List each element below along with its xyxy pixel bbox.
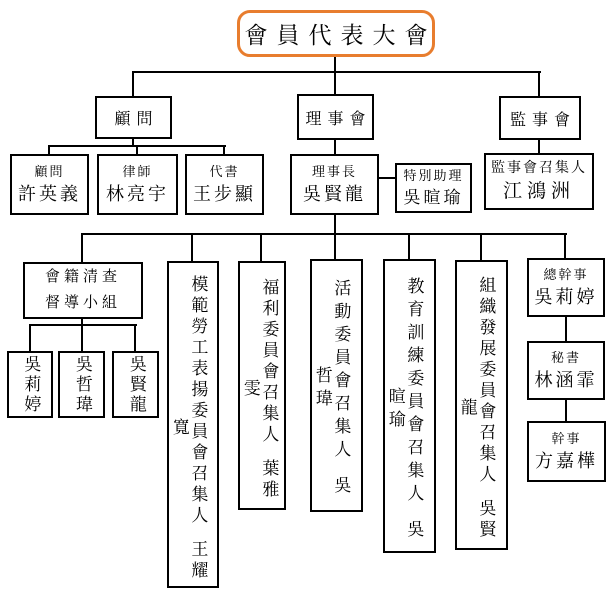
connector-line: [334, 140, 336, 154]
connector-line: [81, 233, 567, 235]
secretary-name: 林涵霏: [534, 369, 598, 390]
welfare-committee-box: [238, 261, 286, 510]
connector-line: [81, 234, 83, 262]
activities-committee-box: [310, 259, 363, 512]
connector-line: [334, 215, 336, 234]
officer-title: 幹事: [551, 430, 582, 446]
secretary-title: 秘書: [550, 349, 581, 365]
board-of-directors-box: [297, 94, 374, 140]
scrivener-title: 代書: [209, 163, 240, 179]
committee-convener-name: 吳暄瑜: [385, 386, 424, 543]
board-of-supervisors-box: [499, 96, 581, 140]
organization-development-committee-box: [455, 260, 508, 550]
special-assistant-name: 吳暄瑜: [403, 187, 464, 207]
connector-line: [132, 71, 541, 73]
connector-line: [134, 325, 136, 351]
supervisors-convener-title: 監事會召集人: [491, 160, 587, 176]
audit-member-name: 吳賢龍: [126, 354, 146, 415]
committee-convener-name: 葉雅雯: [240, 378, 279, 501]
secretary-general-title: 總幹事: [543, 266, 589, 282]
connector-line: [565, 317, 567, 341]
connector-line: [132, 72, 134, 96]
committee-convener-name: 王耀寬: [169, 417, 208, 582]
officer-name: 方嘉樺: [535, 450, 598, 471]
board-of-directors-label: 理事會: [305, 110, 372, 128]
member-assembly-label: 會員代表大會: [244, 23, 437, 48]
secretary-box: [527, 341, 605, 400]
special-assistant-title: 特別助理: [403, 167, 464, 183]
education-training-committee-box: [383, 259, 436, 553]
connector-line: [29, 324, 137, 326]
connector-line: [334, 234, 336, 259]
committee-title: 模範勞工表揚委員會召集人: [188, 274, 208, 527]
connector-line: [136, 146, 138, 154]
membership-audit-group-line1: 會籍清查: [44, 269, 121, 285]
board-of-supervisors-label: 監事會: [509, 111, 576, 129]
secretary-general-box: [527, 258, 605, 317]
audit-member-name: 吳哲瑋: [72, 354, 92, 415]
connector-line: [48, 146, 50, 154]
chairman-name: 吳賢龍: [303, 183, 366, 204]
membership-audit-group-line2: 督導小組: [44, 294, 121, 311]
connector-line: [538, 140, 540, 153]
advisor-title: 顧問: [34, 163, 65, 179]
chairman-box: [290, 154, 379, 215]
officer-box: [527, 421, 606, 482]
audit-member-box: [112, 351, 159, 418]
supervisors-convener-name: 江鴻洲: [502, 180, 575, 202]
supervisors-convener-box: [484, 153, 594, 210]
lawyer-name: 林亮宇: [106, 183, 169, 204]
secretary-general-name: 吳莉婷: [534, 286, 598, 307]
scrivener-box: [185, 154, 264, 215]
lawyer-title: 律師: [122, 163, 153, 179]
committee-text: [385, 268, 422, 551]
committee-title: 教育訓練委員會召集人: [404, 276, 424, 507]
lawyer-box: [97, 154, 178, 215]
committee-text: [457, 269, 494, 548]
membership-audit-group-box: [23, 262, 143, 319]
advisors-box: [95, 96, 172, 139]
connector-line: [334, 57, 336, 72]
connector-line: [260, 234, 262, 261]
connector-line: [408, 234, 410, 259]
advisors-label: 顧問: [114, 111, 159, 128]
audit-member-name: 吳莉婷: [21, 354, 41, 415]
connector-line: [81, 325, 83, 351]
committee-title: 福利委員會召集人: [259, 277, 279, 446]
connector-line: [564, 234, 566, 258]
member-assembly-box: [237, 10, 435, 57]
connector-line: [334, 72, 336, 94]
connector-line: [29, 325, 31, 351]
committee-convener-name: 吳哲瑋: [312, 366, 351, 499]
model-labor-committee-box: [167, 261, 219, 588]
chairman-title: 理事長: [311, 163, 357, 179]
committee-text: [312, 268, 349, 510]
committee-convener-name: 吳賢龍: [457, 398, 496, 541]
connector-line: [565, 400, 567, 421]
committee-title: 組織發展委員會召集人: [476, 276, 496, 486]
connector-line: [480, 234, 482, 260]
scrivener-name: 王步顯: [193, 183, 256, 204]
connector-line: [538, 72, 540, 96]
special-assistant-box: [395, 163, 472, 213]
advisor-member-box: [10, 154, 89, 215]
connector-line: [377, 177, 397, 179]
committee-text: [169, 270, 206, 586]
connector-line: [223, 146, 225, 154]
committee-text: [240, 270, 277, 508]
committee-title: 活動委員會召集人: [331, 279, 351, 463]
connector-line: [191, 234, 193, 261]
audit-member-box: [7, 351, 53, 418]
audit-member-box: [58, 351, 105, 418]
advisor-name: 許英義: [18, 183, 81, 204]
